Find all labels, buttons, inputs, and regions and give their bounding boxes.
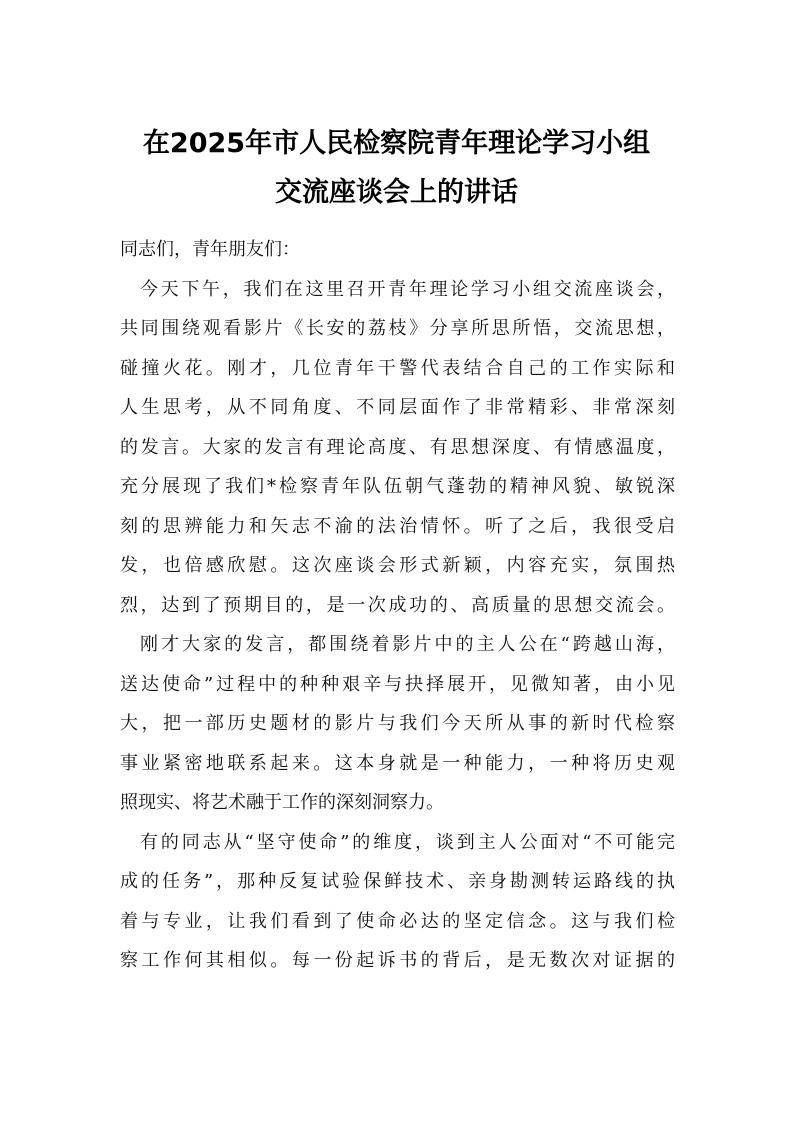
body-line: 刻的思辨能力和矢志不渝的法治情怀。听了之后，我很受启 (120, 515, 675, 537)
document-body (120, 230, 675, 981)
body-line: 着与专业，让我们看到了使命必达的坚定信念。这与我们检 (120, 910, 675, 932)
body-line: 大，把一部历史题材的影片与我们今天所从事的新时代检察 (120, 713, 675, 734)
body-line: 事业紧密地联系起来。这本身就是一种能力，一种将历史观 (120, 752, 675, 774)
body-line: 人生思考，从不同角度、不同层面作了非常精彩、非常深刻 (120, 397, 675, 418)
body-line: 碰撞火花。刚才，几位青年干警代表结合自己的工作实际和 (120, 357, 675, 379)
body-line: 充分展现了我们*检察青年队伍朝气蓬勃的精神风貌、敏锐深 (120, 476, 675, 497)
document-title-line-2: 交流座谈会上的讲话 (275, 177, 518, 208)
body-line: 有的同志从“坚守使命”的维度，谈到主人公面对“不可能完 (140, 831, 675, 853)
body-line: 送达使命”过程中的种种艰辛与抉择展开，见微知著，由小见 (120, 673, 675, 695)
body-line: 的发言。大家的发言有理论高度、有思想深度、有情感温度， (120, 436, 675, 458)
body-line: 成的任务”，那种反复试验保鲜技术、亲身勘测转运路线的执 (120, 871, 675, 892)
body-line: 烈，达到了预期目的，是一次成功的、高质量的思想交流会。 (120, 594, 675, 616)
body-line: 共同围绕观看影片《长安的荔枝》分享所思所悟，交流思想， (120, 318, 675, 339)
body-line: 发，也倍感欣慰。这次座谈会形式新颖，内容充实，氛围热 (120, 555, 675, 576)
salutation-line: 同志们，青年朋友们： (120, 239, 300, 260)
body-line: 察工作何其相似。每一份起诉书的背后，是无数次对证据的 (120, 950, 675, 971)
body-line: 今天下午，我们在这里召开青年理论学习小组交流座谈会， (140, 278, 675, 300)
body-line: 刚才大家的发言，都围绕着影片中的主人公在“跨越山海， (140, 634, 675, 655)
document-title-line-1: 在2025年市人民检察院青年理论学习小组 (142, 128, 651, 159)
body-line: 照现实、将艺术融于工作的深刻洞察力。 (120, 792, 444, 813)
